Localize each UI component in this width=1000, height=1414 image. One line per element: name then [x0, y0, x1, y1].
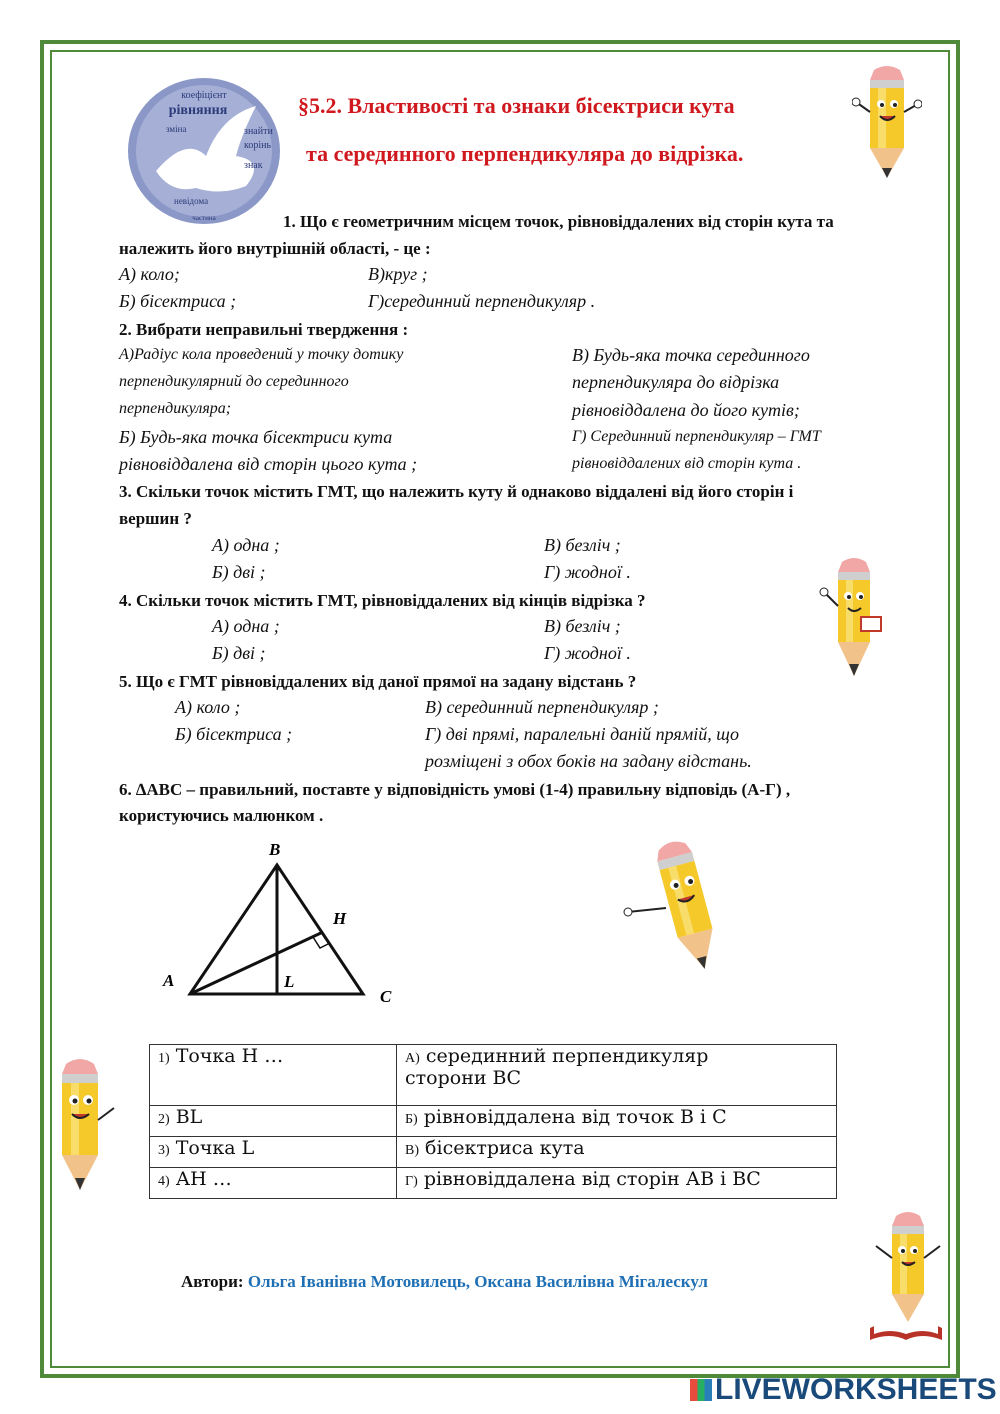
answer-option[interactable]: А) одна ; [212, 535, 280, 555]
answer-option[interactable]: Б) дві ; [212, 643, 266, 663]
table-row [150, 1168, 837, 1199]
answer-option[interactable]: А) одна ; [212, 616, 280, 636]
answer-option: рівновіддалена до його кутів; [572, 400, 800, 420]
answer-option[interactable]: Г)серединний перпендикуляр . [368, 291, 596, 311]
answer-option[interactable]: В) безліч ; [544, 535, 621, 555]
point-label-l: L [284, 972, 295, 991]
table-cell-right[interactable] [397, 1045, 837, 1106]
table-cell-left[interactable] [150, 1106, 397, 1137]
table-cell-left[interactable] [150, 1045, 397, 1106]
liveworksheets-logo[interactable] [690, 1373, 997, 1407]
answer-option[interactable]: Г) дві прямі, паралельні даній прямій, що [425, 724, 740, 744]
answer-option[interactable]: В) безліч ; [544, 616, 621, 636]
answer-text: бісектриса кута [425, 1137, 585, 1159]
matching-table [149, 1044, 837, 1199]
question-1-text: належить його внутрішній області, - це : [119, 239, 431, 258]
answer-option[interactable]: А)Радіус кола проведений у точку дотику [119, 346, 404, 363]
answer-text: серединний перпендикуляр [425, 1045, 709, 1067]
answer-option: рівновіддалених від сторін кута . [572, 455, 802, 472]
row-condition: Точка L [175, 1137, 255, 1159]
row-condition: АН … [175, 1168, 232, 1190]
authors-line [181, 1272, 708, 1292]
answer-text: рівновіддалена від точок В і С [423, 1106, 727, 1128]
wordcloud-word: рівняння [168, 103, 228, 118]
question-6-text: користуючись малюнком . [119, 806, 324, 825]
triangle-figure [155, 835, 405, 1010]
wordcloud-dove-image [126, 76, 282, 226]
question-3-text: 3. Скільки точок містить ГМТ, що належить куту й однаково віддалені від його сторін і [119, 482, 794, 501]
pencil-mascot-icon [852, 64, 922, 180]
row-condition: BL [175, 1106, 203, 1128]
point-label-h: H [333, 909, 347, 928]
question-6-text: 6. ∆АВС – правильний, поставте у відповідність умові (1-4) правильну відповідь (А-Г) , [119, 780, 791, 799]
table-cell-right[interactable] [397, 1106, 837, 1137]
answer-option: перпендикуляра до відрізка [572, 372, 780, 392]
row-number: 2) [158, 1112, 170, 1127]
answer-letter: Б) [405, 1112, 418, 1127]
wordcloud-word: зміна [166, 124, 187, 134]
answer-option: рівновіддалена від сторін цього кута ; [119, 454, 418, 474]
answer-option[interactable]: А) коло; [119, 264, 180, 284]
table-cell-left[interactable] [150, 1137, 397, 1168]
answer-option[interactable]: Б) бісектриса ; [175, 724, 293, 744]
row-number: 1) [158, 1051, 170, 1066]
wordcloud-word: корінь [244, 140, 272, 151]
authors-names: Ольга Іванівна Мотовилець, Оксана Василівна Мігалескул [247, 1272, 708, 1291]
page-title-line-1: §5.2. Властивості та ознаки бісектриси кута [298, 93, 735, 118]
pencil-reading-icon [816, 556, 890, 680]
answer-option: перпендикуляра; [119, 400, 232, 417]
table-row [150, 1045, 837, 1106]
answer-option[interactable]: Г) Серединний перпендикуляр – ГМТ [572, 428, 821, 445]
pencil-book-icon [866, 1210, 946, 1344]
wordcloud-word: невідома [174, 196, 209, 206]
vertex-label-a: A [163, 971, 175, 990]
row-number: 4) [158, 1174, 170, 1189]
question-5-text: 5. Що є ГМТ рівновіддалених від даної прямої на задану відстань ? [119, 672, 637, 691]
logo-icon [690, 1379, 712, 1401]
answer-option: розміщені з обох боків на задану відстань. [425, 751, 752, 771]
answer-option[interactable]: Г) жодної . [544, 643, 631, 663]
authors-label: Автори: [181, 1272, 244, 1291]
question-2-text: 2. Вибрати неправильні твердження : [119, 320, 409, 339]
vertex-label-b: B [269, 840, 281, 859]
pencil-pointing-icon [622, 836, 742, 976]
row-number: 3) [158, 1143, 170, 1158]
vertex-label-c: C [380, 987, 392, 1006]
page-title-line-2: та серединного перпендикуляра до відрізка. [306, 141, 744, 166]
question-4-text: 4. Скільки точок містить ГМТ, рівновіддалених від кінців відрізка ? [119, 591, 646, 610]
answer-option[interactable]: В) Будь-яка точка серединного [572, 345, 810, 365]
answer-option[interactable]: В)круг ; [368, 264, 428, 284]
pencil-mascot-icon [56, 1054, 118, 1194]
wordcloud-word: знайти [244, 126, 273, 137]
answer-letter: Г) [405, 1174, 418, 1189]
answer-text: сторони ВС [405, 1067, 522, 1089]
answer-option[interactable]: Б) Будь-яка точка бісектриси кута [119, 427, 393, 447]
answer-option: перпендикулярний до серединного [119, 373, 349, 390]
row-condition: Точка Н … [175, 1045, 284, 1067]
wordcloud-word: коефіцієнт [181, 90, 227, 101]
answer-option[interactable]: В) серединний перпендикуляр ; [425, 697, 659, 717]
answer-option[interactable]: Г) жодної . [544, 562, 631, 582]
answer-option[interactable]: А) коло ; [175, 697, 241, 717]
logo-text: LIVEWORKSHEETS [715, 1373, 997, 1406]
table-cell-right[interactable] [397, 1168, 837, 1199]
wordcloud-word: знак [244, 160, 263, 171]
answer-option[interactable]: Б) бісектриса ; [119, 291, 237, 311]
table-row [150, 1106, 837, 1137]
answer-letter: А) [405, 1051, 420, 1066]
answer-text: рівновіддалена від сторін АВ і ВС [423, 1168, 761, 1190]
answer-letter: В) [405, 1143, 419, 1158]
table-row [150, 1137, 837, 1168]
wordcloud-word: частина [192, 214, 216, 222]
question-3-text: вершин ? [119, 509, 192, 528]
answer-option[interactable]: Б) дві ; [212, 562, 266, 582]
table-cell-right[interactable] [397, 1137, 837, 1168]
table-cell-left[interactable] [150, 1168, 397, 1199]
question-1-text: 1. Що є геометричним місцем точок, рівновіддалених від сторін кута та [283, 212, 834, 231]
